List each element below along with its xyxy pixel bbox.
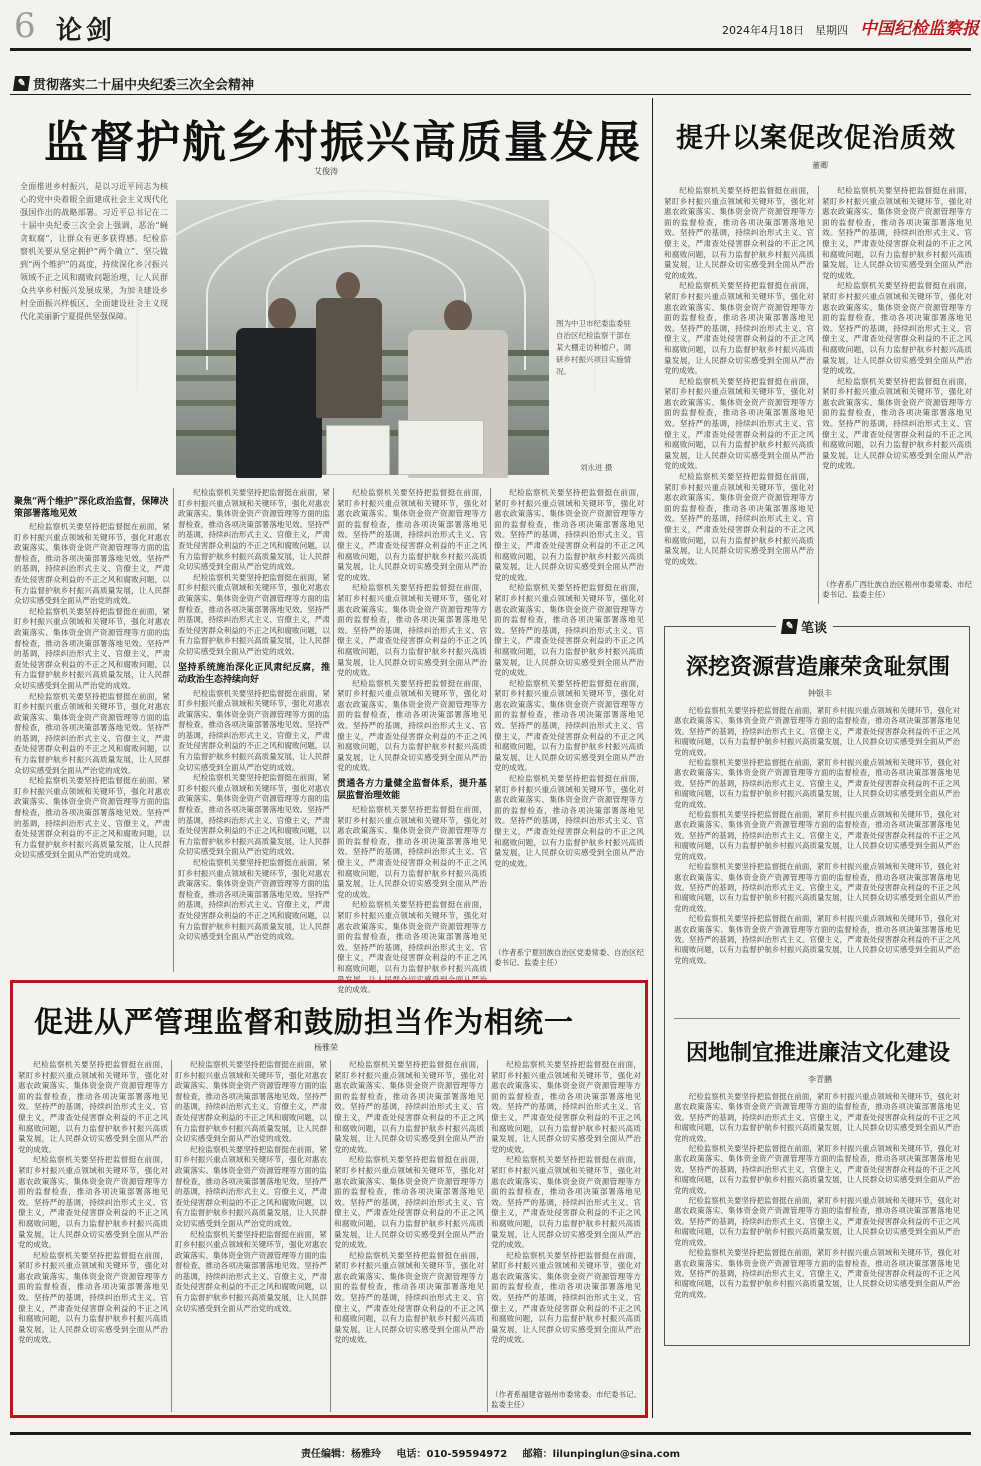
- photo-credit: 刘永进 摄: [580, 463, 613, 472]
- page-number: 6: [14, 6, 36, 46]
- lead-byline: 艾俊涛: [314, 167, 338, 176]
- red-article-author-note: （作者系福建省福州市委常委、市纪委书记、监委主任）: [491, 1390, 641, 1409]
- lead-subhead-3: 贯通各方力量健全监督体系，提升基层监督治理效能: [337, 779, 487, 802]
- kicker-rule: [10, 94, 971, 95]
- lead-headline: 监督护航乡村振兴高质量发展: [44, 117, 642, 168]
- footer-phone: 电话：010-59594972: [396, 1449, 508, 1460]
- footer-rule: [10, 1432, 971, 1435]
- photo-caption: 图为中卫市纪委监委驻自治区纪检监察干部在某大棚走访种植户，调研乡村振兴项目实施情况。: [556, 319, 631, 376]
- right-top-headline: 提升以案促改促治质效: [676, 123, 956, 154]
- red-article-column-3: 纪检监察机关要坚持把监督挺在前面，紧盯乡村振兴重点领域和关键环节，强化对惠农政策落实、集体资金资产资源管理等方面的监督检查，推动各项决策部署落地见效。坚持严的基调，持续纠治形式主义、官僚主义，严肃查处侵害群众利益的不正之风和腐败问题，以有力监督护航乡村振兴高质量发展，让人民群众切实感受到全面从严治党的成效。 纪检监察机关要坚持把监督挺在前面，紧盯乡村振兴重点领域和关键环节，强化对惠农政策落实、集体资金资产资源管理等方面的监督检查，推动各项决策部署落地见效。坚持严的基调，持续纠治形式主义、官僚主义，严肃查处侵害群众利益的不正之风和腐败问题，以有力监督护航乡村振兴高质量发展，让人民群众切实感受到全面从严治党的成效。 纪检监察机关要坚持把监督挺在前面，紧盯乡村振兴重点领域和关键环节，强化对惠农政策落实、集体资金资产资源管理等方面的监督检查，推动各项决策部署落地见效。坚持严的基调，持续纠治形式主义、官僚主义，严肃查处侵害群众利益的不正之风和腐败问题，以有力监督护航乡村振兴高质量发展，让人民群众切实感受到全面从严治党的成效。: [334, 1060, 484, 1345]
- header-rule: [10, 48, 971, 51]
- lead-lede: 全面推进乡村振兴，是以习近平同志为核心的党中央着眼全面建成社会主义现代化强国作出的战略部署。习近平总书记在二十届中央纪委三次全会上强调，恶治“蝇贪蚁腐”，让群众有更多获得感。纪检监察机关要从坚定拥护“两个确立”、坚决做到“两个维护”的高度，持续深化乡村振兴领域不正之风和腐败问题治理，让人民群众共享乡村振兴发展成果，为加快建设乡村全面振兴样板区、全面建设社会主义现代化美丽新宁夏提供坚强保障。: [20, 182, 168, 321]
- lead-column-1: 纪检监察机关要坚持把监督挺在前面，紧盯乡村振兴重点领域和关键环节，强化对惠农政策落实、集体资金资产资源管理等方面的监督检查，推动各项决策部署落地见效。坚持严的基调，持续纠治形式主义、官僚主义，严肃查处侵害群众利益的不正之风和腐败问题，以有力监督护航乡村振兴高质量发展，让人民群众切实感受到全面从严治党的成效。 纪检监察机关要坚持把监督挺在前面，紧盯乡村振兴重点领域和关键环节，强化对惠农政策落实、集体资金资产资源管理等方面的监督检查，推动各项决策部署落地见效。坚持严的基调，持续纠治形式主义、官僚主义，严肃查处侵害群众利益的不正之风和腐败问题，以有力监督护航乡村振兴高质量发展，让人民群众切实感受到全面从严治党的成效。 纪检监察机关要坚持把监督挺在前面，紧盯乡村振兴重点领域和关键环节，强化对惠农政策落实、集体资金资产资源管理等方面的监督检查，推动各项决策部署落地见效。坚持严的基调，持续纠治形式主义、官僚主义，严肃查处侵害群众利益的不正之风和腐败问题，以有力监督护航乡村振兴高质量发展，让人民群众切实感受到全面从严治党的成效。 纪检监察机关要坚持把监督挺在前面，紧盯乡村振兴重点领域和关键环节，强化对惠农政策落实、集体资金资产资源管理等方面的监督检查，推动各项决策部署落地见效。坚持严的基调，持续纠治形式主义、官僚主义，严肃查处侵害群众利益的不正之风和腐败问题，以有力监督护航乡村振兴高质量发展，让人民群众切实感受到全面从严治党的成效。: [14, 522, 170, 860]
- red-article-column-4: 纪检监察机关要坚持把监督挺在前面，紧盯乡村振兴重点领域和关键环节，强化对惠农政策落实、集体资金资产资源管理等方面的监督检查，推动各项决策部署落地见效。坚持严的基调，持续纠治形式主义、官僚主义，严肃查处侵害群众利益的不正之风和腐败问题，以有力监督护航乡村振兴高质量发展，让人民群众切实感受到全面从严治党的成效。 纪检监察机关要坚持把监督挺在前面，紧盯乡村振兴重点领域和关键环节，强化对惠农政策落实、集体资金资产资源管理等方面的监督检查，推动各项决策部署落地见效。坚持严的基调，持续纠治形式主义、官僚主义，严肃查处侵害群众利益的不正之风和腐败问题，以有力监督护航乡村振兴高质量发展，让人民群众切实感受到全面从严治党的成效。 纪检监察机关要坚持把监督挺在前面，紧盯乡村振兴重点领域和关键环节，强化对惠农政策落实、集体资金资产资源管理等方面的监督检查，推动各项决策部署落地见效。坚持严的基调，持续纠治形式主义、官僚主义，严肃查处侵害群众利益的不正之风和腐败问题，以有力监督护航乡村振兴高质量发展，让人民群众切实感受到全面从严治党的成效。: [491, 1060, 641, 1345]
- right-top-author-note: （作者系广西壮族自治区梧州市委常委、市纪委书记、监委主任）: [822, 580, 972, 599]
- red-article-column-1: 纪检监察机关要坚持把监督挺在前面，紧盯乡村振兴重点领域和关键环节，强化对惠农政策落实、集体资金资产资源管理等方面的监督检查，推动各项决策部署落地见效。坚持严的基调，持续纠治形式主义、官僚主义，严肃查处侵害群众利益的不正之风和腐败问题，以有力监督护航乡村振兴高质量发展，让人民群众切实感受到全面从严治党的成效。 纪检监察机关要坚持把监督挺在前面，紧盯乡村振兴重点领域和关键环节，强化对惠农政策落实、集体资金资产资源管理等方面的监督检查，推动各项决策部署落地见效。坚持严的基调，持续纠治形式主义、官僚主义，严肃查处侵害群众利益的不正之风和腐败问题，以有力监督护航乡村振兴高质量发展，让人民群众切实感受到全面从严治党的成效。 纪检监察机关要坚持把监督挺在前面，紧盯乡村振兴重点领域和关键环节，强化对惠农政策落实、集体资金资产资源管理等方面的监督检查，推动各项决策部署落地见效。坚持严的基调，持续纠治形式主义、官僚主义，严肃查处侵害群众利益的不正之风和腐败问题，以有力监督护航乡村振兴高质量发展，让人民群众切实感受到全面从严治党的成效。: [18, 1060, 168, 1345]
- pen-tag-icon: ✎: [13, 76, 30, 91]
- section-title: 论剑: [56, 16, 117, 46]
- greenhouse-photo: [176, 200, 549, 475]
- bitan-tag: ✎ 笔谈: [776, 617, 833, 636]
- lead-subhead-1: 聚焦“两个维护”深化政治监督，保障决策部署落地见效: [14, 497, 169, 519]
- topic-kicker-label: 贯彻落实二十届中央纪委三次全会精神: [33, 78, 255, 93]
- red-article-byline: 杨雅荣: [314, 1043, 338, 1052]
- right-bottom-byline: 李青鹏: [808, 1075, 832, 1084]
- lead-subhead-2: 坚持系统施治深化正风肃纪反腐，推动政治生态持续向好: [178, 662, 330, 685]
- right-top-column-1: 纪检监察机关要坚持把监督挺在前面，紧盯乡村振兴重点领域和关键环节，强化对惠农政策落实、集体资金资产资源管理等方面的监督检查，推动各项决策部署落地见效。坚持严的基调，持续纠治形式主义、官僚主义，严肃查处侵害群众利益的不正之风和腐败问题，以有力监督护航乡村振兴高质量发展，让人民群众切实感受到全面从严治党的成效。 纪检监察机关要坚持把监督挺在前面，紧盯乡村振兴重点领域和关键环节，强化对惠农政策落实、集体资金资产资源管理等方面的监督检查，推动各项决策部署落地见效。坚持严的基调，持续纠治形式主义、官僚主义，严肃查处侵害群众利益的不正之风和腐败问题，以有力监督护航乡村振兴高质量发展，让人民群众切实感受到全面从严治党的成效。 纪检监察机关要坚持把监督挺在前面，紧盯乡村振兴重点领域和关键环节，强化对惠农政策落实、集体资金资产资源管理等方面的监督检查，推动各项决策部署落地见效。坚持严的基调，持续纠治形式主义、官僚主义，严肃查处侵害群众利益的不正之风和腐败问题，以有力监督护航乡村振兴高质量发展，让人民群众切实感受到全面从严治党的成效。 纪检监察机关要坚持把监督挺在前面，紧盯乡村振兴重点领域和关键环节，强化对惠农政策落实、集体资金资产资源管理等方面的监督检查，推动各项决策部署落地见效。坚持严的基调，持续纠治形式主义、官僚主义，严肃查处侵害群众利益的不正之风和腐败问题，以有力监督护航乡村振兴高质量发展，让人民群众切实感受到全面从严治党的成效。: [664, 186, 814, 566]
- bitan-body: 纪检监察机关要坚持把监督挺在前面，紧盯乡村振兴重点领域和关键环节，强化对惠农政策落实、集体资金资产资源管理等方面的监督检查，推动各项决策部署落地见效。坚持严的基调，持续纠治形式主义、官僚主义，严肃查处侵害群众利益的不正之风和腐败问题，以有力监督护航乡村振兴高质量发展，让人民群众切实感受到全面从严治党的成效。 纪检监察机关要坚持把监督挺在前面，紧盯乡村振兴重点领域和关键环节，强化对惠农政策落实、集体资金资产资源管理等方面的监督检查，推动各项决策部署落地见效。坚持严的基调，持续纠治形式主义、官僚主义，严肃查处侵害群众利益的不正之风和腐败问题，以有力监督护航乡村振兴高质量发展，让人民群众切实感受到全面从严治党的成效。 纪检监察机关要坚持把监督挺在前面，紧盯乡村振兴重点领域和关键环节，强化对惠农政策落实、集体资金资产资源管理等方面的监督检查，推动各项决策部署落地见效。坚持严的基调，持续纠治形式主义、官僚主义，严肃查处侵害群众利益的不正之风和腐败问题，以有力监督护航乡村振兴高质量发展，让人民群众切实感受到全面从严治党的成效。 纪检监察机关要坚持把监督挺在前面，紧盯乡村振兴重点领域和关键环节，强化对惠农政策落实、集体资金资产资源管理等方面的监督检查，推动各项决策部署落地见效。坚持严的基调，持续纠治形式主义、官僚主义，严肃查处侵害群众利益的不正之风和腐败问题，以有力监督护航乡村振兴高质量发展，让人民群众切实感受到全面从严治党的成效。 纪检监察机关要坚持把监督挺在前面，紧盯乡村振兴重点领域和关键环节，强化对惠农政策落实、集体资金资产资源管理等方面的监督检查，推动各项决策部署落地见效。坚持严的基调，持续纠治形式主义、官僚主义，严肃查处侵害群众利益的不正之风和腐败问题，以有力监督护航乡村振兴高质量发展，让人民群众切实感受到全面从严治党的成效。: [674, 706, 960, 965]
- right-bottom-body: 纪检监察机关要坚持把监督挺在前面，紧盯乡村振兴重点领域和关键环节，强化对惠农政策落实、集体资金资产资源管理等方面的监督检查，推动各项决策部署落地见效。坚持严的基调，持续纠治形式主义、官僚主义，严肃查处侵害群众利益的不正之风和腐败问题，以有力监督护航乡村振兴高质量发展，让人民群众切实感受到全面从严治党的成效。 纪检监察机关要坚持把监督挺在前面，紧盯乡村振兴重点领域和关键环节，强化对惠农政策落实、集体资金资产资源管理等方面的监督检查，推动各项决策部署落地见效。坚持严的基调，持续纠治形式主义、官僚主义，严肃查处侵害群众利益的不正之风和腐败问题，以有力监督护航乡村振兴高质量发展，让人民群众切实感受到全面从严治党的成效。 纪检监察机关要坚持把监督挺在前面，紧盯乡村振兴重点领域和关键环节，强化对惠农政策落实、集体资金资产资源管理等方面的监督检查，推动各项决策部署落地见效。坚持严的基调，持续纠治形式主义、官僚主义，严肃查处侵害群众利益的不正之风和腐败问题，以有力监督护航乡村振兴高质量发展，让人民群众切实感受到全面从严治党的成效。 纪检监察机关要坚持把监督挺在前面，紧盯乡村振兴重点领域和关键环节，强化对惠农政策落实、集体资金资产资源管理等方面的监督检查，推动各项决策部署落地见效。坚持严的基调，持续纠治形式主义、官僚主义，严肃查处侵害群众利益的不正之风和腐败问题，以有力监督护航乡村振兴高质量发展，让人民群众切实感受到全面从严治党的成效。: [674, 1092, 960, 1299]
- issue-weekday: 星期四: [815, 24, 848, 37]
- footer-info: [0, 1445, 981, 1460]
- lead-author-note: （作者系宁夏回族自治区党委常委、自治区纪委书记、监委主任）: [494, 948, 644, 967]
- footer-email: 邮箱：lilunpinglun@sina.com: [522, 1449, 680, 1460]
- bitan-byline: 钟银丰: [808, 689, 832, 698]
- red-article-column-2: 纪检监察机关要坚持把监督挺在前面，紧盯乡村振兴重点领域和关键环节，强化对惠农政策落实、集体资金资产资源管理等方面的监督检查，推动各项决策部署落地见效。坚持严的基调，持续纠治形式主义、官僚主义，严肃查处侵害群众利益的不正之风和腐败问题，以有力监督护航乡村振兴高质量发展，让人民群众切实感受到全面从严治党的成效。 纪检监察机关要坚持把监督挺在前面，紧盯乡村振兴重点领域和关键环节，强化对惠农政策落实、集体资金资产资源管理等方面的监督检查，推动各项决策部署落地见效。坚持严的基调，持续纠治形式主义、官僚主义，严肃查处侵害群众利益的不正之风和腐败问题，以有力监督护航乡村振兴高质量发展，让人民群众切实感受到全面从严治党的成效。 纪检监察机关要坚持把监督挺在前面，紧盯乡村振兴重点领域和关键环节，强化对惠农政策落实、集体资金资产资源管理等方面的监督检查，推动各项决策部署落地见效。坚持严的基调，持续纠治形式主义、官僚主义，严肃查处侵害群众利益的不正之风和腐败问题，以有力监督护航乡村振兴高质量发展，让人民群众切实感受到全面从严治党的成效。: [175, 1060, 327, 1313]
- issue-date: 2024年4月18日: [722, 24, 804, 37]
- right-bottom-headline: 因地制宜推进廉洁文化建设: [685, 1040, 950, 1066]
- right-top-column-2: 纪检监察机关要坚持把监督挺在前面，紧盯乡村振兴重点领域和关键环节，强化对惠农政策落实、集体资金资产资源管理等方面的监督检查，推动各项决策部署落地见效。坚持严的基调，持续纠治形式主义、官僚主义，严肃查处侵害群众利益的不正之风和腐败问题，以有力监督护航乡村振兴高质量发展，让人民群众切实感受到全面从严治党的成效。 纪检监察机关要坚持把监督挺在前面，紧盯乡村振兴重点领域和关键环节，强化对惠农政策落实、集体资金资产资源管理等方面的监督检查，推动各项决策部署落地见效。坚持严的基调，持续纠治形式主义、官僚主义，严肃查处侵害群众利益的不正之风和腐败问题，以有力监督护航乡村振兴高质量发展，让人民群众切实感受到全面从严治党的成效。 纪检监察机关要坚持把监督挺在前面，紧盯乡村振兴重点领域和关键环节，强化对惠农政策落实、集体资金资产资源管理等方面的监督检查，推动各项决策部署落地见效。坚持严的基调，持续纠治形式主义、官僚主义，严肃查处侵害群众利益的不正之风和腐败问题，以有力监督护航乡村振兴高质量发展，让人民群众切实感受到全面从严治党的成效。: [822, 186, 972, 471]
- lead-column-3: 纪检监察机关要坚持把监督挺在前面，紧盯乡村振兴重点领域和关键环节，强化对惠农政策落实、集体资金资产资源管理等方面的监督检查，推动各项决策部署落地见效。坚持严的基调，持续纠治形式主义、官僚主义，严肃查处侵害群众利益的不正之风和腐败问题，以有力监督护航乡村振兴高质量发展，让人民群众切实感受到全面从严治党的成效。 纪检监察机关要坚持把监督挺在前面，紧盯乡村振兴重点领域和关键环节，强化对惠农政策落实、集体资金资产资源管理等方面的监督检查，推动各项决策部署落地见效。坚持严的基调，持续纠治形式主义、官僚主义，严肃查处侵害群众利益的不正之风和腐败问题，以有力监督护航乡村振兴高质量发展，让人民群众切实感受到全面从严治党的成效。 纪检监察机关要坚持把监督挺在前面，紧盯乡村振兴重点领域和关键环节，强化对惠农政策落实、集体资金资产资源管理等方面的监督检查，推动各项决策部署落地见效。坚持严的基调，持续纠治形式主义、官僚主义，严肃查处侵害群众利益的不正之风和腐败问题，以有力监督护航乡村振兴高质量发展，让人民群众切实感受到全面从严治党的成效。 贯通各方力量健全监督体系，提升基层监督治理效能 纪检监察机关要坚持把监督挺在前面，紧盯乡村振兴重点领域和关键环节，强化对惠农政策落实、集体资金资产资源管理等方面的监督检查，推动各项决策部署落地见效。坚持严的基调，持续纠治形式主义、官僚主义，严肃查处侵害群众利益的不正之风和腐败问题，以有力监督护航乡村振兴高质量发展，让人民群众切实感受到全面从严治党的成效。 纪检监察机关要坚持把监督挺在前面，紧盯乡村振兴重点领域和关键环节，强化对惠农政策落实、集体资金资产资源管理等方面的监督检查，推动各项决策部署落地见效。坚持严的基调，持续纠治形式主义、官僚主义，严肃查处侵害群众利益的不正之风和腐败问题，以有力监督护航乡村振兴高质量发展，让人民群众切实感受到全面从严治党的成效。: [337, 488, 487, 995]
- red-article-headline: 促进从严管理监督和鼓励担当作为相统一: [34, 1005, 575, 1039]
- right-top-byline: 董卿: [812, 161, 828, 170]
- lead-column-2: 纪检监察机关要坚持把监督挺在前面，紧盯乡村振兴重点领域和关键环节，强化对惠农政策落实、集体资金资产资源管理等方面的监督检查，推动各项决策部署落地见效。坚持严的基调，持续纠治形式主义、官僚主义，严肃查处侵害群众利益的不正之风和腐败问题，以有力监督护航乡村振兴高质量发展，让人民群众切实感受到全面从严治党的成效。 纪检监察机关要坚持把监督挺在前面，紧盯乡村振兴重点领域和关键环节，强化对惠农政策落实、集体资金资产资源管理等方面的监督检查，推动各项决策部署落地见效。坚持严的基调，持续纠治形式主义、官僚主义，严肃查处侵害群众利益的不正之风和腐败问题，以有力监督护航乡村振兴高质量发展，让人民群众切实感受到全面从严治党的成效。 坚持系统施治深化正风肃纪反腐，推动政治生态持续向好 纪检监察机关要坚持把监督挺在前面，紧盯乡村振兴重点领域和关键环节，强化对惠农政策落实、集体资金资产资源管理等方面的监督检查，推动各项决策部署落地见效。坚持严的基调，持续纠治形式主义、官僚主义，严肃查处侵害群众利益的不正之风和腐败问题，以有力监督护航乡村振兴高质量发展，让人民群众切实感受到全面从严治党的成效。 纪检监察机关要坚持把监督挺在前面，紧盯乡村振兴重点领域和关键环节，强化对惠农政策落实、集体资金资产资源管理等方面的监督检查，推动各项决策部署落地见效。坚持严的基调，持续纠治形式主义、官僚主义，严肃查处侵害群众利益的不正之风和腐败问题，以有力监督护航乡村振兴高质量发展，让人民群众切实感受到全面从严治党的成效。 纪检监察机关要坚持把监督挺在前面，紧盯乡村振兴重点领域和关键环节，强化对惠农政策落实、集体资金资产资源管理等方面的监督检查，推动各项决策部署落地见效。坚持严的基调，持续纠治形式主义、官僚主义，严肃查处侵害群众利益的不正之风和腐败问题，以有力监督护航乡村振兴高质量发展，让人民群众切实感受到全面从严治党的成效。: [178, 488, 330, 942]
- footer-editor: 责任编辑：杨雅玲: [301, 1449, 381, 1460]
- bitan-headline: 深挖资源营造廉荣贪耻氛围: [685, 654, 950, 680]
- pen-tag-icon: ✎: [781, 619, 798, 634]
- topic-kicker: [14, 74, 254, 93]
- newspaper-masthead: 中国纪检监察报: [860, 19, 979, 39]
- lead-column-4: 纪检监察机关要坚持把监督挺在前面，紧盯乡村振兴重点领域和关键环节，强化对惠农政策落实、集体资金资产资源管理等方面的监督检查，推动各项决策部署落地见效。坚持严的基调，持续纠治形式主义、官僚主义，严肃查处侵害群众利益的不正之风和腐败问题，以有力监督护航乡村振兴高质量发展，让人民群众切实感受到全面从严治党的成效。 纪检监察机关要坚持把监督挺在前面，紧盯乡村振兴重点领域和关键环节，强化对惠农政策落实、集体资金资产资源管理等方面的监督检查，推动各项决策部署落地见效。坚持严的基调，持续纠治形式主义、官僚主义，严肃查处侵害群众利益的不正之风和腐败问题，以有力监督护航乡村振兴高质量发展，让人民群众切实感受到全面从严治党的成效。 纪检监察机关要坚持把监督挺在前面，紧盯乡村振兴重点领域和关键环节，强化对惠农政策落实、集体资金资产资源管理等方面的监督检查，推动各项决策部署落地见效。坚持严的基调，持续纠治形式主义、官僚主义，严肃查处侵害群众利益的不正之风和腐败问题，以有力监督护航乡村振兴高质量发展，让人民群众切实感受到全面从严治党的成效。 纪检监察机关要坚持把监督挺在前面，紧盯乡村振兴重点领域和关键环节，强化对惠农政策落实、集体资金资产资源管理等方面的监督检查，推动各项决策部署落地见效。坚持严的基调，持续纠治形式主义、官僚主义，严肃查处侵害群众利益的不正之风和腐败问题，以有力监督护航乡村振兴高质量发展，让人民群众切实感受到全面从严治党的成效。: [494, 488, 644, 868]
